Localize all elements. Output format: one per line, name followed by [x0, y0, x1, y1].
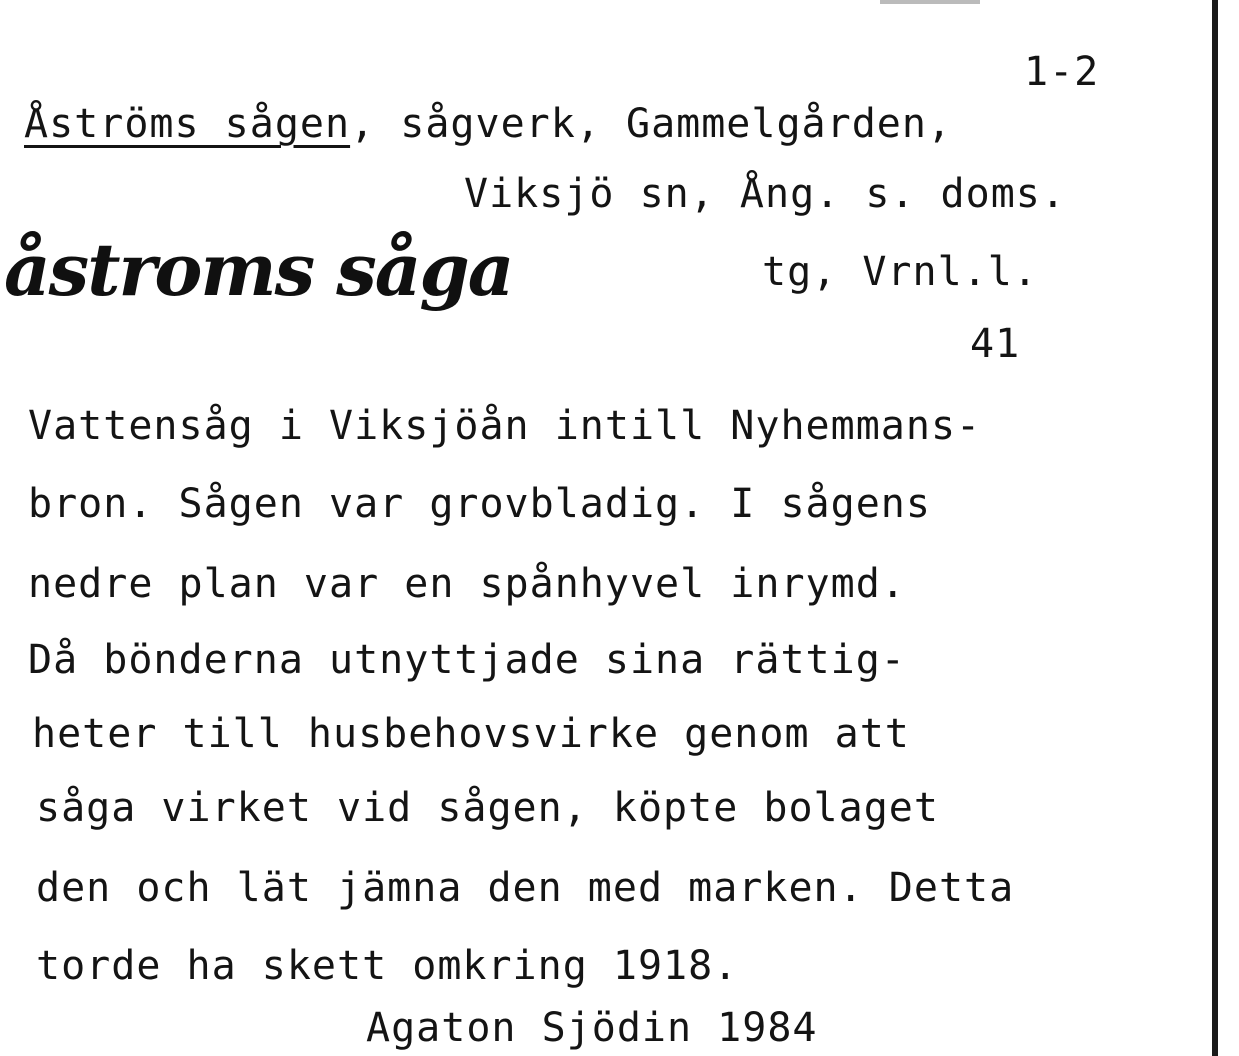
- body-line: såga virket vid sågen, köpte bolaget: [36, 785, 939, 831]
- body-line: Då bönderna utnyttjade sina rättig-: [28, 637, 906, 683]
- body-line: nedre plan var en spånhyvel inrymd.: [28, 561, 906, 607]
- heading-rest: , sågverk, Gammelgården,: [350, 101, 953, 147]
- body-line: bron. Sågen var grovbladig. I sågens: [28, 481, 931, 527]
- handwritten-annotation: åstroms såga: [4, 227, 513, 312]
- heading-line-1: [24, 102, 952, 146]
- heading-line-3: tg, Vrnl.l.: [762, 249, 1038, 295]
- body-line: Vattensåg i Viksjöån intill Nyhemmans-: [28, 403, 982, 449]
- heading-line-4: 41: [970, 321, 1021, 367]
- card-number: 1-2: [1024, 49, 1100, 95]
- card-right-edge: [1212, 0, 1218, 1056]
- body-line: heter till husbehovsvirke genom att: [32, 711, 910, 757]
- body-line: torde ha skett omkring 1918.: [36, 943, 739, 989]
- body-line: den och lät jämna den med marken. Detta: [36, 865, 1015, 911]
- signature: Agaton Sjödin 1984: [366, 1005, 818, 1051]
- heading-line-2: Viksjö sn, Ång. s. doms.: [464, 171, 1066, 217]
- heading-name: Åströms sågen: [24, 101, 351, 147]
- scan-top-mark: [880, 0, 980, 4]
